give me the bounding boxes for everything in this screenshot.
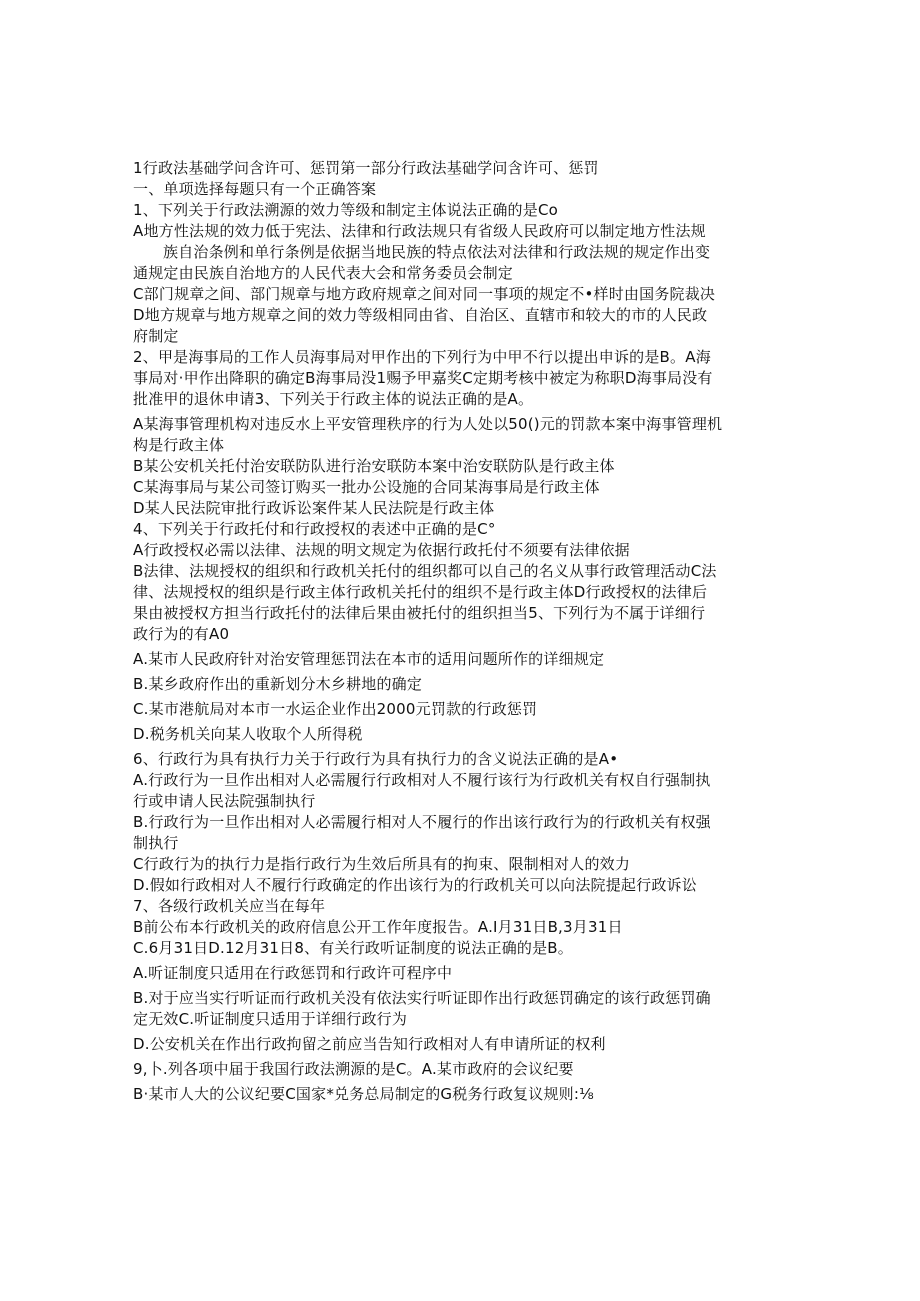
question-6-option-a-cont: 行或申请人民法院强制执行 bbox=[133, 792, 316, 810]
question-6-option-c: C行政行为的执行力是指行政行为生效后所具有的拘束、限制相对人的效力 bbox=[133, 855, 631, 873]
question-3: 批准甲的退休申请3、下列关于行政主体的说法正确的是A。 bbox=[133, 390, 534, 408]
question-4: 4、下列关于行政托付和行政授权的表述中正确的是C° bbox=[133, 520, 496, 538]
question-3-option-c: C某海事局与某公司签订购买一批办公设施的合同某海事局是行政主体 bbox=[133, 478, 600, 496]
question-7-options: B前公布本行政机关的政府信息公开工作年度报告。A.I月31日B,3月31日 bbox=[133, 918, 623, 936]
question-1-option-d: D地方规章与地方规章之间的效力等级相同由省、自治区、直辖市和较大的市的人民政 bbox=[133, 306, 708, 324]
question-1: 1、下列关于行政法溯源的效力等级和制定主体说法正确的是Co bbox=[133, 201, 558, 219]
question-2-options: 事局对·甲作出降职的确定B海事局没1赐予甲嘉奖C定期考核中被定为称职D海事局没有 bbox=[133, 369, 713, 387]
question-8-option-d: D.公安机关在作出行政拘留之前应当告知行政相对人有申请所证的权利 bbox=[133, 1035, 606, 1053]
question-6-option-d: D.假如行政相对人不履行行政确定的作出该行为的行政机关可以向法院提起行政诉讼 bbox=[133, 876, 697, 894]
section-heading: 一、单项选择每题只有一个正确答案 bbox=[133, 180, 377, 198]
question-3-option-b: B某公安机关托付治安联防队进行治安联防本案中治安联防队是行政主体 bbox=[133, 457, 615, 475]
question-1-option-c: C部门规章之间、部门规章与地方政府规章之间对同一事项的规定不•样时由国务院裁决 bbox=[133, 285, 716, 303]
question-4-option-c: 律、法规授权的组织是行政主体行政机关托付的组织不是行政主体D行政授权的法律后 bbox=[133, 583, 708, 601]
question-1-option-b: 族自治条例和单行条例是依据当地民族的特点依法对法律和行政法规的规定作出变 bbox=[163, 243, 711, 261]
question-8-option-a: A.听证制度只适用在行政惩罚和行政许可程序中 bbox=[133, 964, 453, 982]
question-5-option-b: B.某乡政府作出的重新划分木乡耕地的确定 bbox=[133, 675, 423, 693]
question-3-option-d: D某人民法院审批行政诉讼案件某人民法院是行政主体 bbox=[133, 499, 495, 517]
question-8-option-c: 定无效C.听证制度只适用于详细行政行为 bbox=[133, 1010, 408, 1028]
question-6-option-a: A.行政行为一旦作出相对人必需履行行政相对人不履行该行为行政机关有权自行强制执 bbox=[133, 771, 711, 789]
question-4-option-a: A行政授权必需以法律、法规的明文规定为依据行政托付不须要有法律依据 bbox=[133, 541, 630, 559]
question-9: 9,卜.列各项中届于我国行政法溯源的是C。A.某市政府的会议纪要 bbox=[133, 1060, 574, 1078]
question-5-option-d: D.税务机关向某人收取个人所得税 bbox=[133, 725, 363, 743]
doc-title: 1行政法基础学问含许可、惩罚第一部分行政法基础学问含许可、惩罚 bbox=[133, 159, 599, 177]
question-8: C.6月31日D.12月31日8、有关行政听证制度的说法正确的是B。 bbox=[133, 939, 574, 957]
question-2: 2、甲是海事局的工作人员海事局对甲作出的下列行为中甲不行以提出申诉的是B。A海 bbox=[133, 348, 711, 366]
document-body bbox=[133, 158, 793, 1105]
question-8-option-b: B.对于应当实行听证而行政机关没有依法实行听证即作出行政惩罚确定的该行政惩罚确 bbox=[133, 989, 711, 1007]
question-6: 6、行政行为具有执行力关于行政行为具有执行力的含义说法正确的是A• bbox=[133, 750, 619, 768]
question-5: 政行为的有A0 bbox=[133, 625, 230, 643]
question-6-option-b: B.行政行为一旦作出相对人必需履行相对人不履行的作出该行政行为的行政机关有权强 bbox=[133, 813, 711, 831]
question-1-option-b-cont: 通规定由民族自治地方的人民代表大会和常务委员会制定 bbox=[133, 264, 514, 282]
question-9-options: B·某市人大的公议纪要C国家*兑务总局制定的G税务行政复议规则:⅛ bbox=[133, 1085, 594, 1103]
question-1-option-a: A地方性法规的效力低于宪法、法律和行政法规只有省级人民政府可以制定地方性法规 bbox=[133, 222, 706, 240]
question-5-option-c: C.某市港航局对本市一水运企业作出2000元罚款的行政惩罚 bbox=[133, 700, 538, 718]
question-4-option-d: 果由被授权方担当行政托付的法律后果由被托付的组织担当5、下列行为不属于详细行 bbox=[133, 604, 706, 622]
question-3-option-a-cont: 构是行政主体 bbox=[133, 436, 225, 454]
question-1-option-d-cont: 府制定 bbox=[133, 327, 179, 345]
question-6-option-b-cont: 制执行 bbox=[133, 834, 179, 852]
question-4-option-b: B法律、法规授权的组织和行政机关托付的组织都可以自己的名义从事行政管理活动C法 bbox=[133, 562, 717, 580]
question-3-option-a: A某海事管理机构对违反水上平安管理秩序的行为人处以50()元的罚款本案中海事管理机 bbox=[133, 415, 723, 433]
question-5-option-a: A.某市人民政府针对治安管理惩罚法在本市的适用问题所作的详细规定 bbox=[133, 650, 605, 668]
question-7: 7、各级行政机关应当在每年 bbox=[133, 897, 326, 915]
